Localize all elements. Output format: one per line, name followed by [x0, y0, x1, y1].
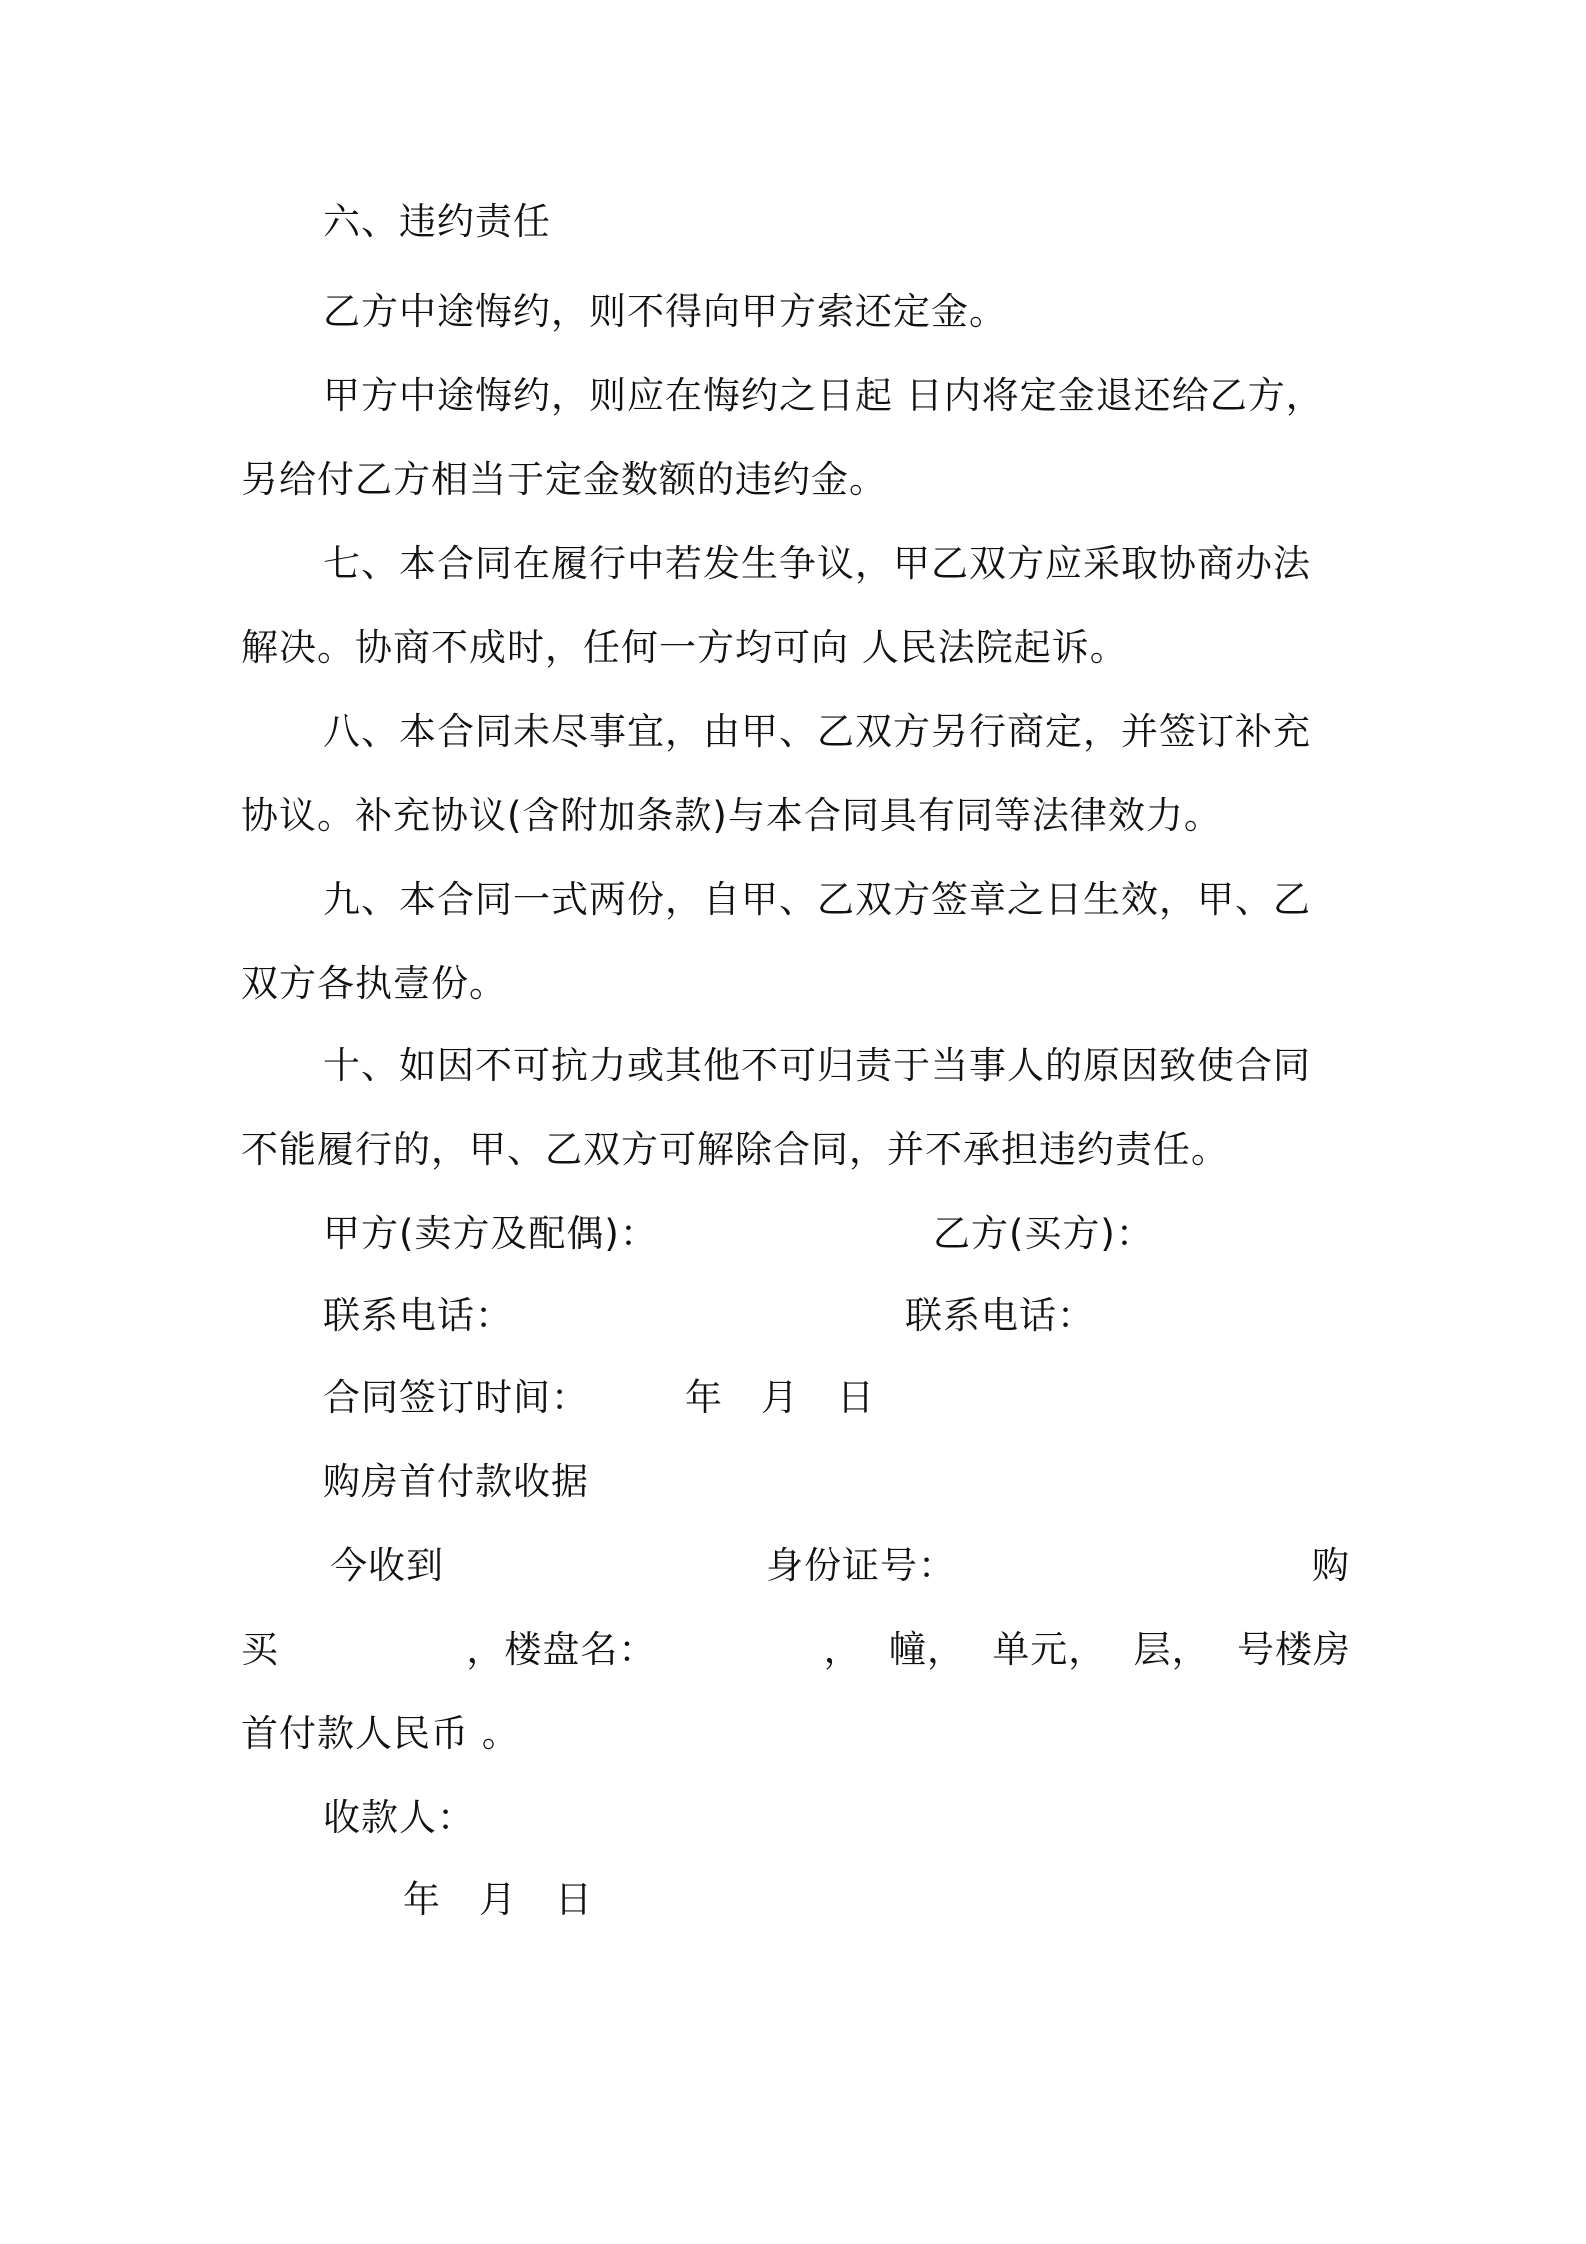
receipt-date: 年 月 日 [403, 1878, 593, 1921]
party-a-label: 甲方(卖方及配偶)： [323, 1212, 658, 1255]
receipt-title: 购房首付款收据 [323, 1460, 589, 1503]
phone-b-label: 联系电话： [905, 1294, 1095, 1337]
receipt-payee-label: 收款人： [323, 1796, 475, 1839]
receipt-received-from: 今收到 [330, 1544, 444, 1587]
section-8-line-1: 八、本合同未尽事宜，由甲、乙双方另行商定，并签订补充 [323, 710, 1311, 753]
sign-date-value: 年 月 日 [685, 1376, 875, 1419]
receipt-payment-line: 首付款人民币 。 [241, 1712, 520, 1755]
receipt-comma: ， [823, 1628, 862, 1671]
party-b-label: 乙方(买方)： [933, 1212, 1154, 1255]
receipt-id-number-label: 身份证号： [766, 1544, 956, 1587]
section-6-line-1: 乙方中途悔约，则不得向甲方索还定金。 [323, 290, 1007, 333]
section-10-line-2: 不能履行的，甲、乙双方可解除合同，并不承担违约责任。 [241, 1128, 1229, 1171]
sign-date-label: 合同签订时间： [323, 1376, 589, 1419]
receipt-room: 号楼房 [1236, 1628, 1351, 1671]
section-6-line-3: 另给付乙方相当于定金数额的违约金。 [241, 458, 887, 501]
section-6-heading: 六、违约责任 [323, 200, 551, 243]
section-9-line-1: 九、本合同一式两份，自甲、乙双方签章之日生效，甲、乙 [323, 878, 1311, 921]
section-7-line-2: 解决。协商不成时，任何一方均可向 人民法院起诉。 [241, 626, 1128, 669]
receipt-building-name-label: ，楼盘名： [466, 1628, 657, 1671]
receipt-floor: 层， [1133, 1628, 1210, 1671]
section-8-line-2: 协议。补充协议(含附加条款)与本合同具有同等法律效力。 [241, 794, 1222, 837]
phone-a-label: 联系电话： [323, 1294, 513, 1337]
receipt-purchase-part-1: 购 [1312, 1544, 1350, 1587]
section-9-line-2: 双方各执壹份。 [241, 962, 507, 1005]
receipt-unit: 单元， [992, 1628, 1107, 1671]
receipt-building-unit: 幢， [888, 1628, 965, 1671]
section-6-line-2: 甲方中途悔约，则应在悔约之日起 日内将定金退还给乙方， [323, 374, 1324, 417]
receipt-property-line [241, 1626, 1351, 1674]
receipt-purchase-part-2: 买 [241, 1628, 279, 1671]
section-10-line-1: 十、如因不可抗力或其他不可归责于当事人的原因致使合同 [323, 1044, 1311, 1087]
section-7-line-1: 七、本合同在履行中若发生争议，甲乙双方应采取协商办法 [323, 542, 1311, 585]
